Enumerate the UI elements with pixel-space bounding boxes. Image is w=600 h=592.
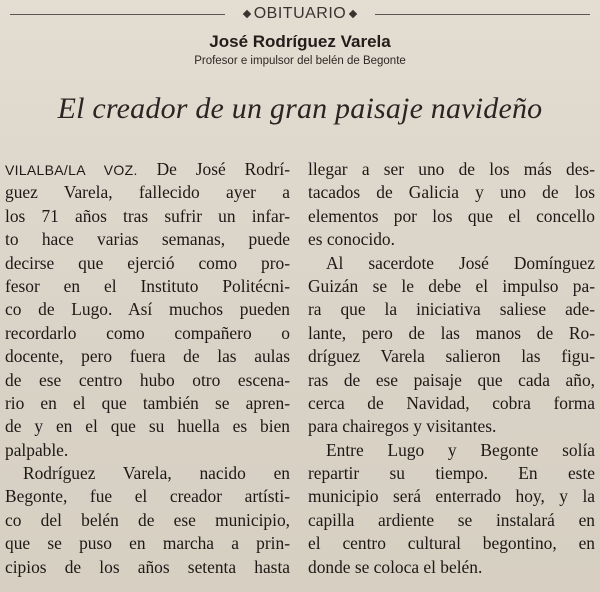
article-line: para chairegos y visitantes. bbox=[308, 416, 497, 437]
article-line: ra que la iniciativa saliese ade- bbox=[308, 299, 595, 320]
article-line: recordarlo como compañero o bbox=[5, 322, 290, 343]
article-line: co de Lugo. Así muchos pueden bbox=[5, 299, 290, 320]
article-line: Guizán se le debe el impulso pa- bbox=[308, 275, 595, 296]
article-column-right bbox=[308, 158, 595, 579]
section-rule-left bbox=[10, 14, 225, 16]
article-line: capilla ardiente se instalará en bbox=[308, 509, 595, 530]
article-line: el centro cultural begontino, en bbox=[308, 533, 595, 554]
article-line-text: De José Rodrí- bbox=[137, 159, 290, 179]
diamond-right-icon bbox=[349, 10, 357, 18]
diamond-left-icon bbox=[242, 10, 250, 18]
article-line: repartir su tiempo. En este bbox=[308, 463, 595, 484]
headline: El creador de un gran paisaje navideño bbox=[57, 92, 543, 125]
article-line: dríguez Varela salieron las figu- bbox=[308, 346, 595, 367]
article-line: elementos por los que el concello bbox=[308, 205, 595, 226]
article-line: Entre Lugo y Begonte solía bbox=[326, 439, 595, 460]
section-rule-right bbox=[375, 14, 590, 16]
article-line: que se puso en marcha a prin- bbox=[5, 533, 290, 554]
article-line: de y en el que su huella es bien bbox=[5, 416, 290, 437]
article-line: es conocido. bbox=[308, 229, 395, 250]
article-line: cipios de los años setenta hasta bbox=[5, 556, 290, 577]
section-label-box bbox=[228, 3, 372, 25]
article-line: los 71 años tras sufrir un infar- bbox=[5, 205, 290, 226]
article-line: rio en el que también se apren- bbox=[5, 392, 290, 413]
article-line: co del belén de ese municipio, bbox=[5, 509, 290, 530]
article-line: fesor en el Instituto Politécni- bbox=[5, 275, 290, 296]
article-line: Begonte, fue el creador artísti- bbox=[5, 486, 290, 507]
article-column-left bbox=[5, 158, 290, 579]
section-label: OBITUARIO bbox=[253, 5, 347, 22]
article-line: de ese centro hubo otro escena- bbox=[5, 369, 290, 390]
article-line: docente, pero fuera de las aulas bbox=[5, 346, 290, 367]
obituary-description: Profesor e impulsor del belén de Begonte bbox=[194, 55, 406, 67]
article-line bbox=[5, 158, 290, 181]
article-line: decirse que ejerció como pro- bbox=[5, 252, 290, 273]
article-line: to hace varias semanas, puede bbox=[5, 229, 290, 250]
article-line: guez Varela, fallecido ayer a bbox=[5, 182, 290, 203]
article-line: municipio será enterrado hoy, y la bbox=[308, 486, 595, 507]
article-line: Rodríguez Varela, nacido en bbox=[23, 463, 290, 484]
article-line: Al sacerdote José Domínguez bbox=[326, 252, 595, 273]
article-line: palpable. bbox=[5, 439, 69, 460]
article-line: donde se coloca el belén. bbox=[308, 556, 483, 577]
byline: VILALBA/LA VOZ. bbox=[5, 162, 138, 178]
article-line: lante, pero de las manos de Ro- bbox=[308, 322, 595, 343]
article-line: cerca de Navidad, cobra forma bbox=[308, 392, 595, 413]
obituary-name: José Rodríguez Varela bbox=[209, 32, 391, 51]
article-line: tacados de Galicia y uno de los bbox=[308, 182, 595, 203]
article-line: ras de ese paisaje que cada año, bbox=[308, 369, 595, 390]
article-line: llegar a ser uno de los más des- bbox=[308, 159, 595, 179]
